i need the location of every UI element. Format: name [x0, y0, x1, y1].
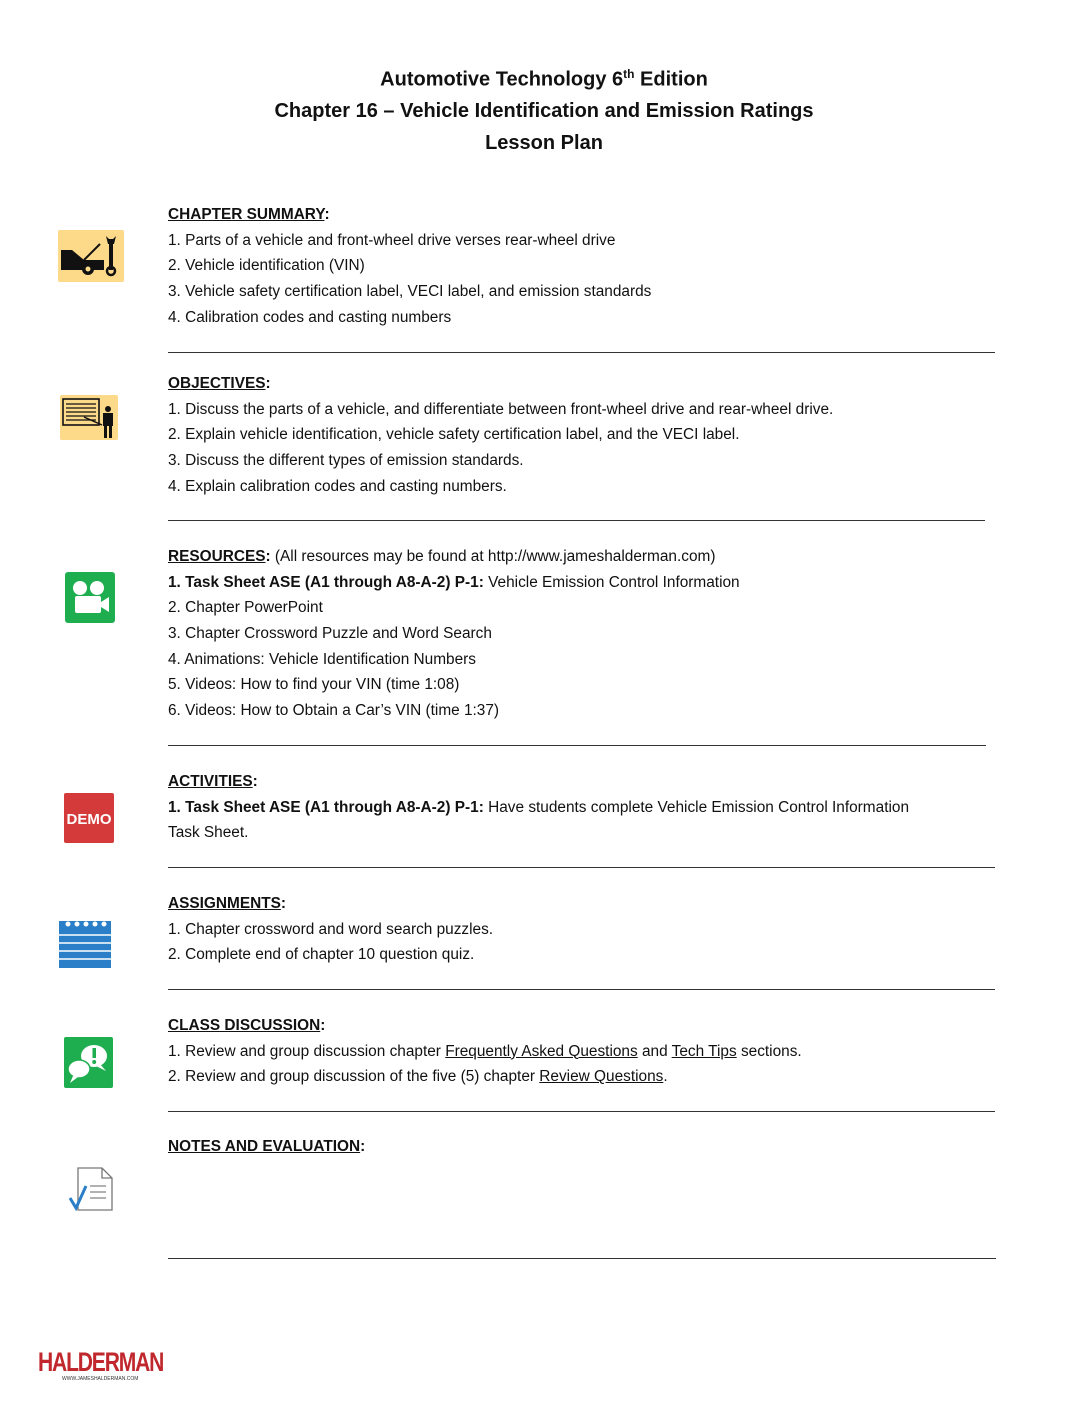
divider — [168, 989, 995, 990]
halderman-logo: HALDERMAN WWW.JAMESHALDERMAN.COM — [38, 1347, 164, 1382]
list-item-continued: Task Sheet. — [168, 824, 249, 842]
list-item: 4. Calibration codes and casting numbers — [168, 308, 452, 326]
list-item: 1. Discuss the parts of a vehicle, and differentiate between front-wheel drive and rear-wheel drive. — [168, 400, 834, 418]
faq-link[interactable]: Frequently Asked Questions — [445, 1042, 638, 1060]
notes-section — [168, 1134, 365, 1160]
section-heading: OBJECTIVES: — [168, 375, 271, 392]
chapter-summary-section — [168, 202, 651, 330]
list-item: 3. Vehicle safety certification label, VECI label, and emission standards — [168, 283, 652, 301]
section-heading: NOTES AND EVALUATION: — [168, 1138, 366, 1155]
divider — [168, 520, 985, 521]
chapter-title: Chapter 16 – Vehicle Identification and Emission Ratings — [274, 100, 814, 122]
car-repair-icon — [58, 230, 124, 282]
divider — [168, 745, 986, 746]
class-discussion-section — [168, 1013, 802, 1090]
list-item: 1. Review and group discussion chapter Frequently Asked Questions and Tech Tips sections. — [168, 1042, 802, 1060]
list-item: 1. Task Sheet ASE (A1 through A8-A-2) P-1: Vehicle Emission Control Information — [168, 573, 740, 591]
review-questions-link[interactable]: Review Questions — [539, 1068, 664, 1086]
divider — [168, 867, 995, 868]
list-item: 3. Discuss the different types of emission standards. — [168, 452, 524, 470]
presentation-teacher-icon — [60, 395, 118, 440]
list-item: 4. Animations: Vehicle Identification Numbers — [168, 650, 476, 668]
checklist-document-icon — [68, 1166, 114, 1213]
divider — [168, 1111, 995, 1112]
tech-tips-link[interactable]: Tech Tips — [671, 1042, 737, 1060]
section-heading: CHAPTER SUMMARY: — [168, 206, 330, 223]
section-heading: ASSIGNMENTS: — [168, 895, 287, 912]
list-item: 2. Review and group discussion of the five (5) chapter Review Questions. — [168, 1068, 668, 1086]
activities-section — [168, 769, 909, 846]
list-item: 2. Explain vehicle identification, vehicle safety certification label, and the VECI label. — [168, 426, 740, 444]
list-item: 5. Videos: How to find your VIN (time 1:08) — [168, 676, 460, 694]
list-item: 2. Chapter PowerPoint — [168, 599, 323, 617]
list-item: 3. Chapter Crossword Puzzle and Word Search — [168, 625, 492, 643]
section-heading: ACTIVITIES: — [168, 773, 258, 790]
list-item: 1. Task Sheet ASE (A1 through A8-A-2) P-1: Have students complete Vehicle Emission Control Information — [168, 798, 910, 816]
list-item: 1. Parts of a vehicle and front-wheel drive verses rear-wheel drive — [168, 231, 616, 249]
doc-title: Automotive Technology 6th Edition — [380, 67, 708, 91]
list-item: 6. Videos: How to Obtain a Car’s VIN (time 1:37) — [168, 702, 500, 720]
list-item: 4. Explain calibration codes and casting numbers. — [168, 477, 507, 495]
demo-icon — [64, 793, 114, 843]
objectives-section — [168, 371, 833, 499]
divider — [168, 352, 995, 353]
section-heading: CLASS DISCUSSION: — [168, 1017, 326, 1034]
list-item: 2. Complete end of chapter 10 question quiz. — [168, 946, 475, 964]
divider — [168, 1258, 996, 1259]
video-camera-icon — [65, 572, 115, 623]
list-item: 1. Chapter crossword and word search puzzles. — [168, 920, 494, 938]
svg-text:DEMO: DEMO — [66, 811, 112, 828]
list-item: 2. Vehicle identification (VIN) — [168, 257, 365, 275]
resources-section — [168, 544, 740, 724]
assignments-section — [168, 891, 493, 968]
lesson-plan-label: Lesson Plan — [485, 132, 603, 154]
discussion-bubbles-icon — [64, 1037, 113, 1088]
notebook-icon — [59, 917, 111, 968]
section-heading: RESOURCES: (All resources may be found at http://www.jameshalderman.com) — [168, 548, 716, 565]
